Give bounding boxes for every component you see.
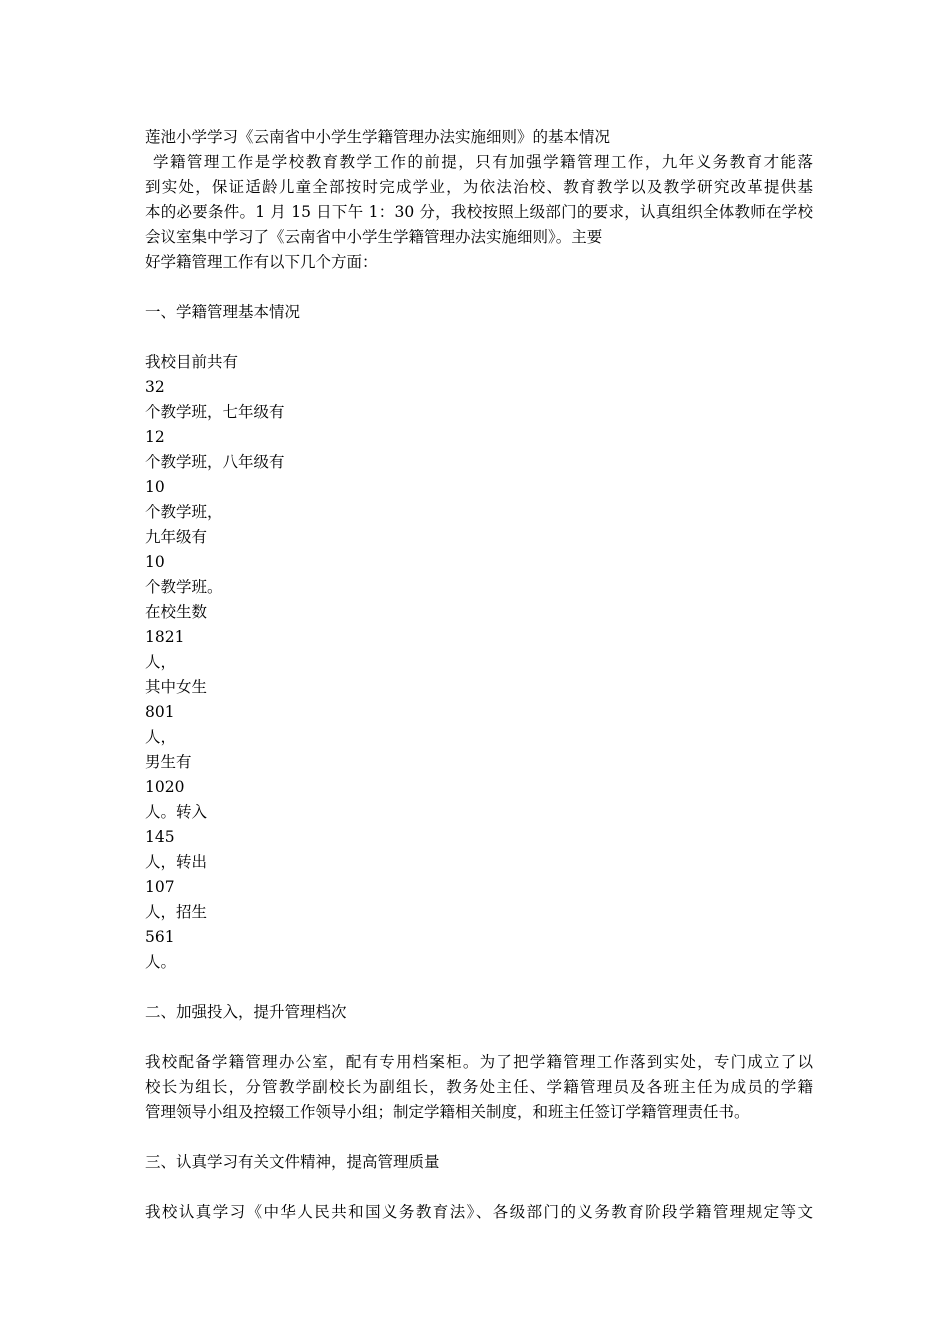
document-title: 莲池小学学习《云南省中小学生学籍管理办法实施细则》的基本情况 [145,128,611,146]
section2-line: 我校配备学籍管理办公室，配有专用档案柜。为了把学籍管理工作落到实处，专门成立了以 [145,1053,813,1071]
section2-line: 管理领导小组及控辍工作领导小组；制定学籍相关制度，和班主任签订学籍管理责任书。 [145,1103,750,1121]
intro-line: 到实处，保证适龄儿童全部按时完成学业，为依法治校、教育教学以及教学研究改革提供基 [145,178,813,196]
section1-line: 其中女生 [145,678,208,696]
section2-heading: 二、加强投入，提升管理档次 [145,1003,347,1021]
section1-line: 10 [145,553,165,571]
section1-line: 人， [145,653,177,671]
section1-line: 10 [145,478,165,496]
spacer [145,275,813,300]
section1-line: 个教学班， [145,503,223,521]
intro-line: 学籍管理工作是学校教育教学工作的前提，只有加强学籍管理工作，九年义务教育才能落 [153,153,813,171]
section1-line: 我校目前共有 [145,353,239,371]
document-page [145,125,813,1225]
section1-line: 九年级有 [145,528,208,546]
section1-body [145,350,813,975]
intro-line: 会议室集中学习了《云南省中小学生学籍管理办法实施细则》。主要 [145,228,603,246]
intro-line: 本的必要条件。1 月 15 日下午 1：30 分，我校按照上级部门的要求，认真组织全体教师在学校 [145,203,813,221]
section1-line: 32 [145,378,165,396]
section1-heading: 一、学籍管理基本情况 [145,303,301,321]
spacer [145,325,813,350]
section2-body [145,1050,813,1125]
section1-line: 人， [145,728,177,746]
section1-line: 人，转出 [145,853,208,871]
section1-line: 人。转入 [145,803,208,821]
section1-line: 人，招生 [145,903,208,921]
section1-line: 在校生数 [145,603,208,621]
section1-line: 145 [145,828,175,846]
section1-line: 个教学班，七年级有 [145,403,285,421]
section1-line: 个教学班，八年级有 [145,453,285,471]
section1-line: 1821 [145,628,185,646]
section3-body [145,1200,813,1225]
section1-line: 人。 [145,953,177,971]
section1-line: 801 [145,703,175,721]
section1-line: 12 [145,428,165,446]
section3-line: 我校认真学习《中华人民共和国义务教育法》、各级部门的义务教育阶段学籍管理规定等文 [145,1203,813,1221]
spacer [145,975,813,1000]
section1-line: 107 [145,878,175,896]
section3-heading: 三、认真学习有关文件精神，提高管理质量 [145,1153,440,1171]
section1-line: 男生有 [145,753,192,771]
section1-line: 561 [145,928,175,946]
section1-line: 1020 [145,778,185,796]
section1-line: 个教学班。 [145,578,223,596]
intro-paragraph [145,150,813,275]
spacer [145,1175,813,1200]
spacer [145,1125,813,1150]
section2-line: 校长为组长，分管教学副校长为副组长，教务处主任、学籍管理员及各班主任为成员的学籍 [145,1078,813,1096]
intro-line: 好学籍管理工作有以下几个方面： [145,253,378,271]
spacer [145,1025,813,1050]
